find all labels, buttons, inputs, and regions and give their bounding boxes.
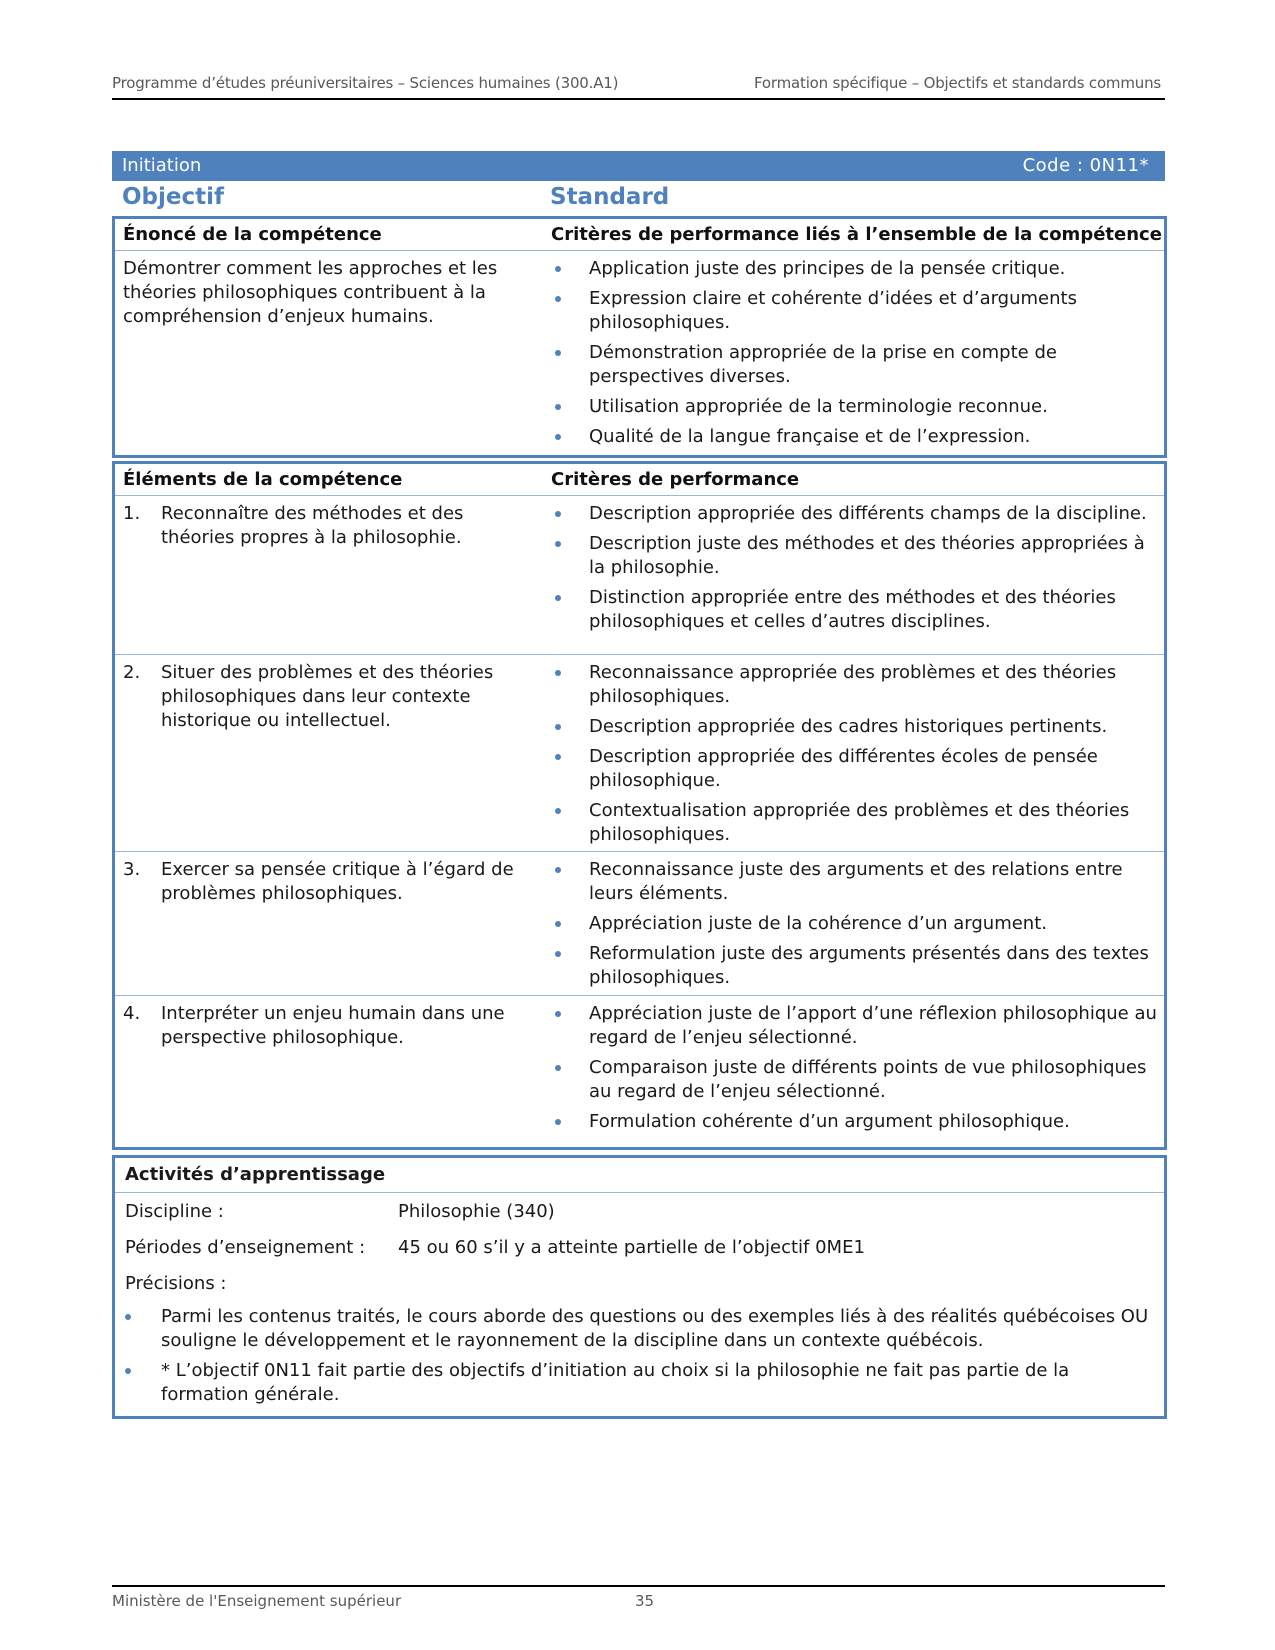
page-number: 35 — [635, 1592, 655, 1610]
precision-text: Parmi les contenus traités, le cours aborde des questions ou des exemples liés à des réalités québécoises OU souligne le développement et le rayonnement de la discipline dans un contexte québécois. — [161, 1306, 1149, 1351]
criterion-text: Appréciation juste de l’apport d’une réflexion philosophique au regard de l’enjeu sélectionné. — [589, 1003, 1157, 1048]
list-item — [551, 586, 1164, 634]
element-item — [123, 1002, 535, 1050]
list-item — [115, 1305, 1152, 1353]
bullet-icon — [555, 951, 561, 957]
list-item — [115, 1359, 1152, 1407]
criterion-text: Reconnaissance juste des arguments et des relations entre leurs éléments. — [589, 859, 1123, 904]
bullet-icon — [555, 511, 561, 517]
bullet-icon — [555, 296, 561, 302]
header-section-title: Formation spécifique – Objectifs et standards communs — [754, 74, 1161, 92]
table-row — [115, 996, 1164, 1144]
elements-left-header: Éléments de la compétence — [123, 469, 403, 490]
element-cell — [115, 996, 543, 1144]
competence-left-header: Énoncé de la compétence — [123, 224, 382, 245]
bullet-icon — [555, 404, 561, 410]
standard-heading: Standard — [550, 184, 670, 210]
list-item — [551, 287, 1164, 335]
criterion-text: Reformulation juste des arguments présentés dans des textes philosophiques. — [589, 943, 1149, 988]
list-item — [551, 1056, 1164, 1104]
page-header — [112, 72, 1165, 100]
criteria-list — [551, 661, 1164, 847]
bullet-icon — [555, 754, 561, 760]
competence-statement: Démontrer comment les approches et les théories philosophiques contribuent à la compréhension d’enjeux humains. — [123, 258, 498, 327]
bullet-icon — [555, 1011, 561, 1017]
discipline-row — [115, 1193, 1164, 1229]
competence-table — [112, 216, 1167, 458]
bullet-icon — [125, 1314, 131, 1320]
list-item — [551, 257, 1164, 281]
criteria-list — [551, 1002, 1164, 1134]
periodes-label: Périodes d’enseignement : — [125, 1237, 366, 1258]
precisions-row — [115, 1265, 1164, 1301]
activites-table — [112, 1155, 1167, 1419]
bullet-icon — [555, 867, 561, 873]
list-item — [551, 745, 1164, 793]
list-item — [551, 1002, 1164, 1050]
list-item — [551, 912, 1164, 936]
competence-right-header: Critères de performance liés à l’ensemble de la compétence — [551, 224, 1162, 245]
element-number: 1. — [123, 503, 141, 524]
bullet-icon — [555, 1065, 561, 1071]
criterion-text: Expression claire et cohérente d’idées et d’arguments philosophiques. — [589, 288, 1077, 333]
list-item — [551, 715, 1164, 739]
precisions-label: Précisions : — [125, 1273, 227, 1294]
element-item — [123, 858, 535, 906]
element-text: Situer des problèmes et des théories philosophiques dans leur contexte historique ou intellectuel. — [161, 662, 494, 731]
discipline-value: Philosophie (340) — [398, 1201, 555, 1222]
bullet-icon — [555, 921, 561, 927]
objectif-heading: Objectif — [122, 184, 225, 210]
header-program-title: Programme d’études préuniversitaires – Sciences humaines (300.A1) — [112, 74, 619, 92]
banner-code: Code : 0N11* — [1022, 155, 1149, 176]
element-text: Exercer sa pensée critique à l’égard de problèmes philosophiques. — [161, 859, 514, 904]
list-item — [551, 858, 1164, 906]
competence-content-row — [115, 251, 1164, 455]
competence-criteria-list — [551, 257, 1164, 449]
list-item — [551, 661, 1164, 709]
table-row — [115, 852, 1164, 996]
element-item — [123, 502, 535, 550]
criterion-text: Qualité de la langue française et de l’expression. — [589, 426, 1031, 447]
list-item — [551, 341, 1164, 389]
bullet-icon — [125, 1368, 131, 1374]
objective-banner — [112, 151, 1165, 181]
element-cell — [115, 496, 543, 654]
criteria-cell — [543, 496, 1164, 654]
banner-category: Initiation — [122, 155, 202, 176]
element-cell — [115, 655, 543, 851]
element-text: Interpréter un enjeu humain dans une perspective philosophique. — [161, 1003, 505, 1048]
element-cell — [115, 852, 543, 995]
discipline-label: Discipline : — [125, 1201, 224, 1222]
list-item — [551, 1110, 1164, 1134]
bullet-icon — [555, 670, 561, 676]
list-item — [551, 532, 1164, 580]
page-footer — [112, 1585, 1165, 1617]
criteria-list — [551, 858, 1164, 990]
criteria-cell — [543, 655, 1164, 851]
bullet-icon — [555, 808, 561, 814]
precisions-list-wrap — [115, 1301, 1164, 1407]
activites-header-row — [115, 1158, 1164, 1193]
criterion-text: Reconnaissance appropriée des problèmes et des théories philosophiques. — [589, 662, 1117, 707]
criterion-text: Description juste des méthodes et des théories appropriées à la philosophie. — [589, 533, 1145, 578]
bullet-icon — [555, 266, 561, 272]
bullet-icon — [555, 434, 561, 440]
footer-ministry: Ministère de l'Enseignement supérieur — [112, 1592, 402, 1610]
column-headings — [112, 182, 1165, 216]
precision-text: * L’objectif 0N11 fait partie des objectifs d’initiation au choix si la philosophie ne fait pas partie de la formation générale. — [161, 1360, 1070, 1405]
periodes-value: 45 ou 60 s’il y a atteinte partielle de l’objectif 0ME1 — [398, 1237, 865, 1258]
criterion-text: Contextualisation appropriée des problèmes et des théories philosophiques. — [589, 800, 1130, 845]
criterion-text: Description appropriée des différentes écoles de pensée philosophique. — [589, 746, 1098, 791]
criterion-text: Démonstration appropriée de la prise en compte de perspectives diverses. — [589, 342, 1057, 387]
element-number: 2. — [123, 662, 141, 683]
table-row — [115, 496, 1164, 655]
criteria-cell — [543, 996, 1164, 1144]
elements-right-header: Critères de performance — [551, 469, 800, 490]
list-item — [551, 425, 1164, 449]
element-number: 4. — [123, 1003, 141, 1024]
criterion-text: Formulation cohérente d’un argument philosophique. — [589, 1111, 1070, 1132]
bullet-icon — [555, 1119, 561, 1125]
bullet-icon — [555, 595, 561, 601]
elements-table — [112, 461, 1167, 1150]
criterion-text: Comparaison juste de différents points de vue philosophiques au regard de l’enjeu sélectionné. — [589, 1057, 1147, 1102]
bullet-icon — [555, 541, 561, 547]
competence-header-row — [115, 219, 1164, 251]
element-text: Reconnaître des méthodes et des théories propres à la philosophie. — [161, 503, 464, 548]
competence-criteria-cell — [543, 251, 1164, 455]
bullet-icon — [555, 724, 561, 730]
criterion-text: Description appropriée des cadres historiques pertinents. — [589, 716, 1108, 737]
criterion-text: Utilisation appropriée de la terminologie reconnue. — [589, 396, 1048, 417]
criteria-cell — [543, 852, 1164, 995]
list-item — [551, 799, 1164, 847]
list-item — [551, 502, 1164, 526]
bullet-icon — [555, 350, 561, 356]
table-row — [115, 655, 1164, 852]
list-item — [551, 395, 1164, 419]
criteria-list — [551, 502, 1164, 634]
element-number: 3. — [123, 859, 141, 880]
periodes-row — [115, 1229, 1164, 1265]
activites-header: Activités d’apprentissage — [125, 1164, 386, 1185]
criterion-text: Description appropriée des différents champs de la discipline. — [589, 503, 1147, 524]
criterion-text: Appréciation juste de la cohérence d’un argument. — [589, 913, 1047, 934]
criterion-text: Application juste des principes de la pensée critique. — [589, 258, 1066, 279]
precisions-list — [115, 1305, 1152, 1407]
elements-header-row — [115, 464, 1164, 496]
criterion-text: Distinction appropriée entre des méthodes et des théories philosophiques et celles d’autres disciplines. — [589, 587, 1116, 632]
element-item — [123, 661, 535, 733]
list-item — [551, 942, 1164, 990]
